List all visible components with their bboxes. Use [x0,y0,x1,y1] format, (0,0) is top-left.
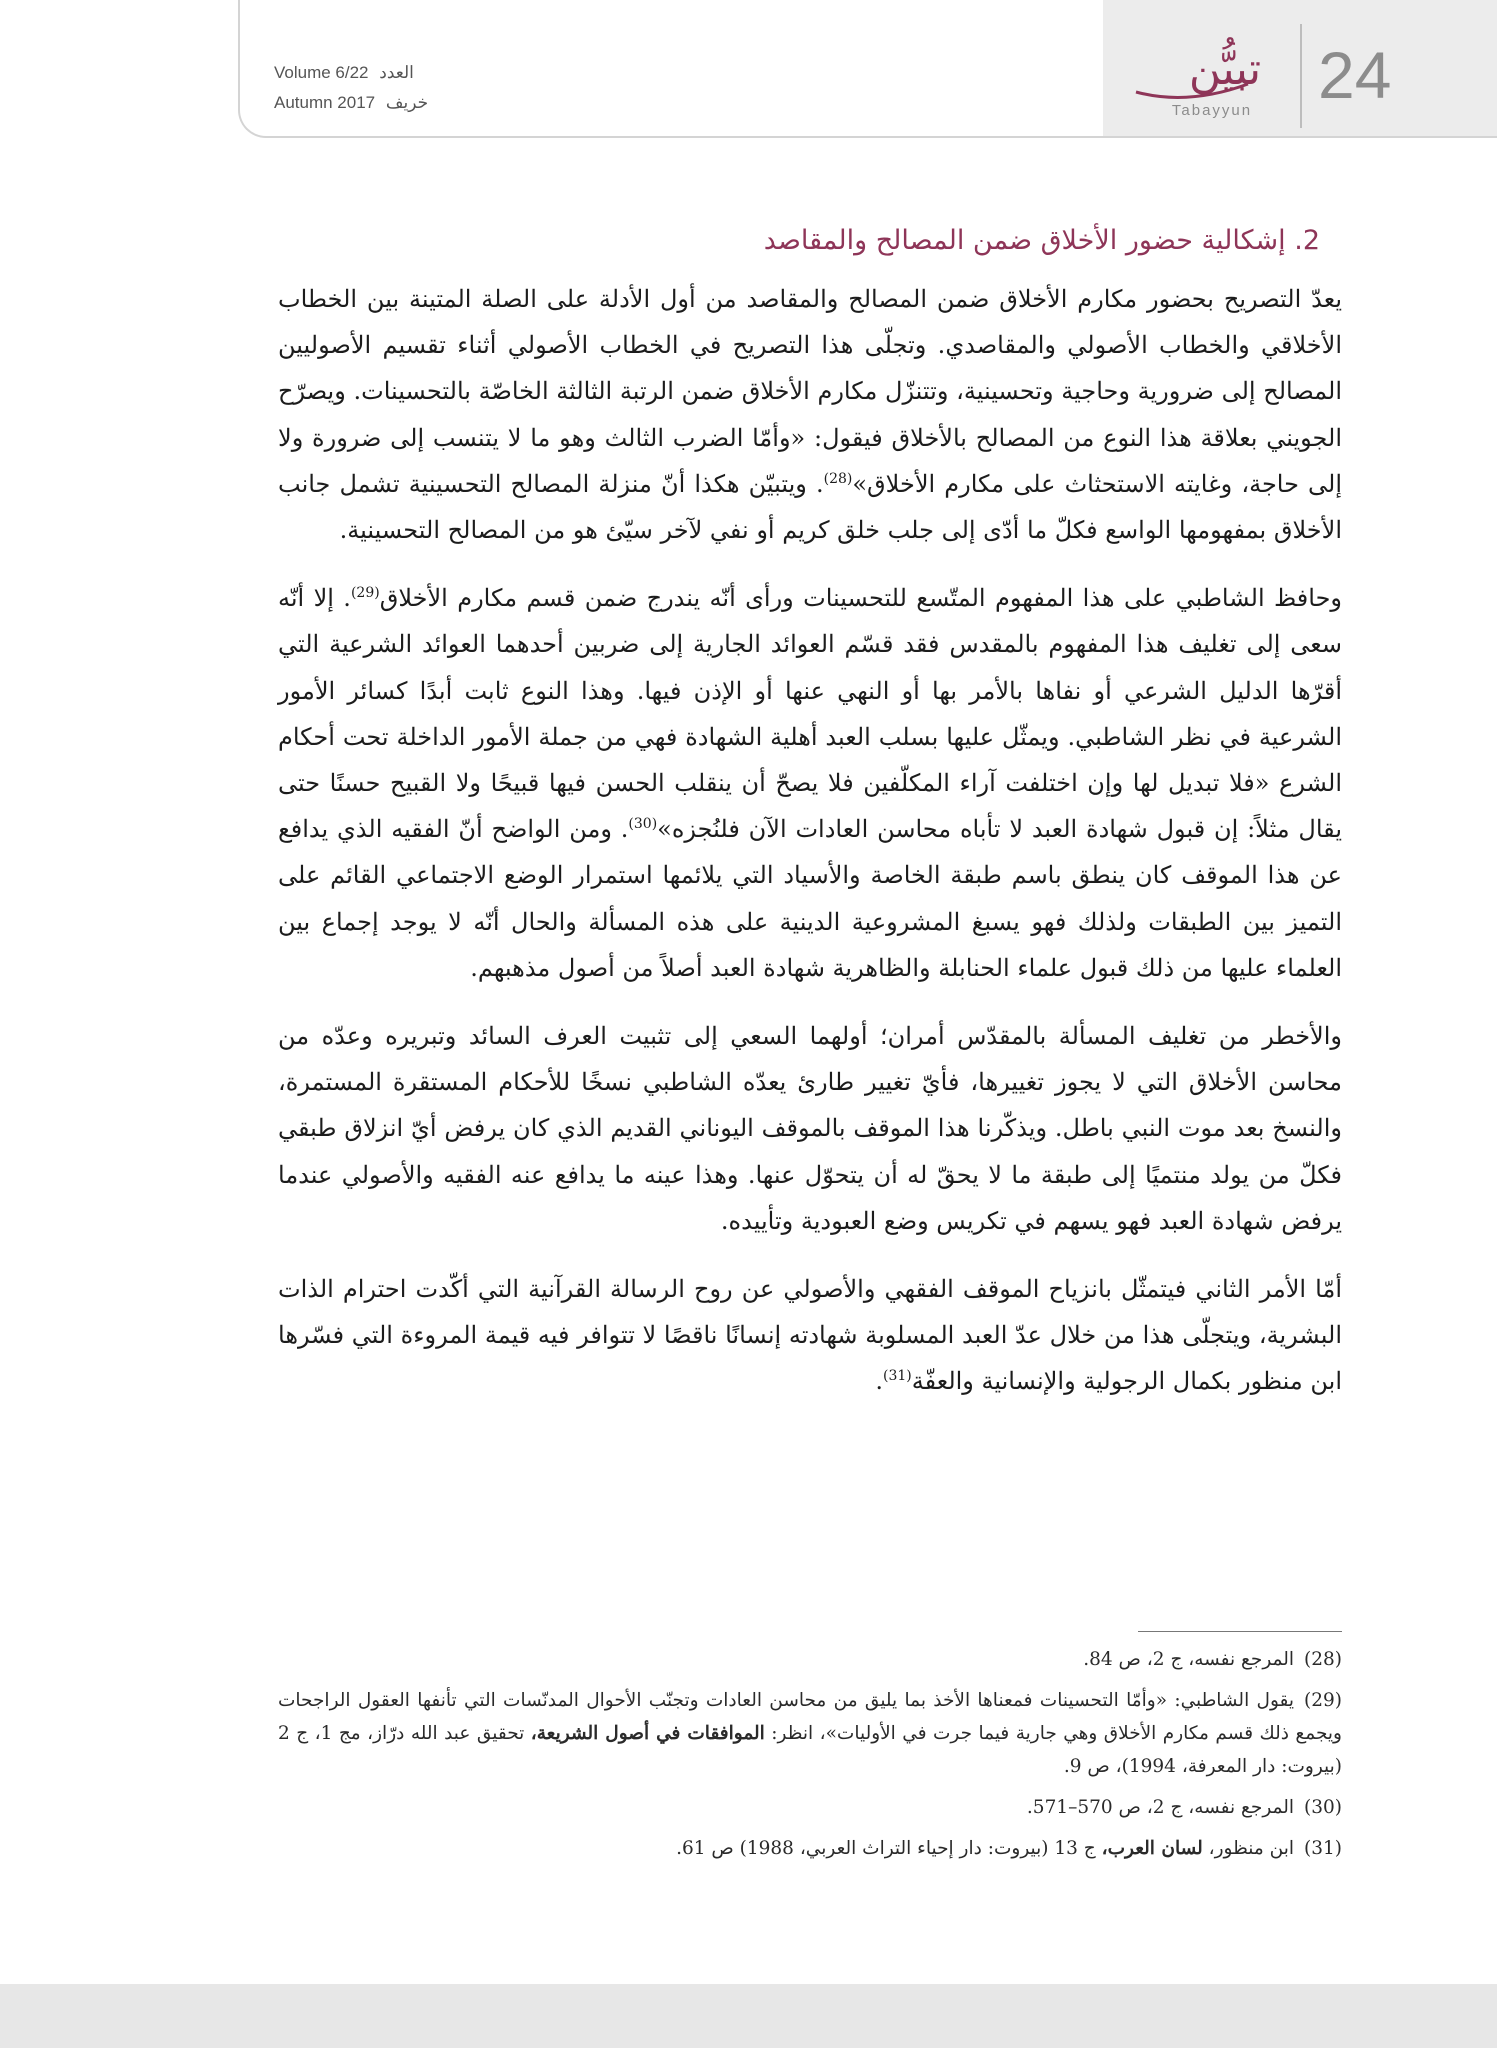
section-title: إشكالية حضور الأخلاق ضمن المصالح والمقاصد [763,225,1286,256]
paragraph-text: . إلا أنّه سعى إلى تغليف هذا المفهوم بالمقدس فقد قسّم العوائد الجارية إلى ضربين أحدهما العوائد الشرعية التي أقرّها الدليل الشرعي أو نفاها بالأمر بها أو النهي عنها أو الإذن فيها. وهذا النوع ثابت أبدًا كسائر الأمور الشرعية في نظر الشاطبي. ويمثّل عليها بسلب العبد أهلية الشهادة فهي من جملة الأمور الداخلة تحت أحكام الشرع «فلا تبديل لها وإن اختلفت آراء المكلّفين فلا يصحّ أن ينقلب الحسن فيها قبيحًا ولا القبيح حسنًا حتى يقال مثلاً: إن قبول شهادة العبد لا تأباه محاسن العادات الآن فلنُجزه» [278,584,1342,844]
footnote-ref[interactable]: (30) [628,816,658,833]
paragraph [278,276,1342,553]
paragraph [278,1013,1342,1244]
logo-arabic-word: تبيُّن [1188,44,1262,95]
paragraph-text: . ومن الواضح أنّ الفقيه الذي يدافع عن هذا الموقف كان ينطق باسم طبقة الخاصة والأسياد التي يلائمها استمرار الوضع الاجتماعي القائم على التميز بين الطبقات ولذلك فهو يسبغ المشروعية الدينية على هذه المسألة والحال أنّه لا يوجد إجماع بين العلماء عليها من ذلك قبول علماء الحنابلة والظاهرية شهادة العبد أصلاً من أصول مذهبهم. [278,815,1342,982]
footnote-text: يقول الشاطبي: «وأمّا التحسينات فمعناها الأخذ بما يليق من محاسن العادات وتجنّب الأحوال المدنّسات التي تأنفها العقول الراجحات ويجمع ذلك قسم مكارم الأخلاق وهي جارية فيما جرت في الأوليات»، انظر: [278,1690,1342,1744]
section-number: 2. [1294,225,1320,256]
footnote-31 [278,1832,1342,1865]
paragraph [278,575,1342,991]
footnote-ref[interactable]: (31) [882,1368,912,1385]
footnote-30 [278,1791,1342,1824]
season-label-ar: خريف [385,93,429,112]
footnotes [278,1643,1342,1873]
paragraph-text: وحافظ الشاطبي على هذا المفهوم المتّسع للتحسينات ورأى أنّه يندرج ضمن قسم مكارم الأخلاق [379,584,1342,613]
volume-label-ar: العدد [379,63,414,82]
footnote-ref[interactable]: (28) [823,470,853,487]
volume-label: Volume 6/22 [274,63,369,82]
journal-logo [1128,40,1296,126]
footnote-text: تحقيق عبد الله درّاز، مج 1، ج 2 (بيروت: دار المعرفة، 1994)، ص 9. [278,1723,1342,1777]
header-divider [1300,24,1302,128]
page-number: 24 [1318,38,1392,112]
paragraph-text: . ويتبيّن هكذا أنّ منزلة المصالح التحسينية تشمل جانب الأخلاق بمفهومها الواسع فكلّ ما أدّى إلى جلب خلق كريم أو نفي لآخر سيّئ هو من المصالح التحسينية. [278,469,1342,545]
footnote-number: (28) [1304,1649,1342,1670]
footnote-divider [1138,1631,1342,1632]
footnote-number: (30) [1304,1797,1342,1818]
footnote-book-title: الموافقات في أصول الشريعة، [530,1723,765,1744]
footnote-29 [278,1684,1342,1783]
footnote-text: ابن منظور، [1208,1838,1295,1859]
section-heading [672,215,1320,267]
footnote-ref[interactable]: (29) [350,585,380,602]
paragraph-text: والأخطر من تغليف المسألة بالمقدّس أمران؛ أولهما السعي إلى تثبيت العرف السائد وتبريره وعدّه من محاسن الأخلاق التي لا يجوز تغييرها، فأيّ تغيير طارئ يعدّه الشاطبي نسخًا للأحكام المستقرة المستمرة، والنسخ بعد موت النبي باطل. ويذكّرنا هذا الموقف بالموقف اليوناني القديم الذي كان يرفض أيّ انزلاق طبقي فكلّ من يولد منتميًا إلى طبقة ما لا يحقّ له أن يتحوّل عنها. وهذا عينه ما يدافع عنه الفقيه والأصولي عندما يرفض شهادة العبد فهو يسهم في تكريس وضع العبودية وتأييده. [278,1022,1342,1235]
paragraph-text: يعدّ التصريح بحضور مكارم الأخلاق ضمن المصالح والمقاصد من أول الأدلة على الصلة المتينة بين الخطاب الأخلاقي والخطاب الأصولي والمقاصدي. وتجلّى هذا التصريح في الخطاب الأصولي أثناء تقسيم الأصوليين المصالح إلى ضرورية وحاجية وتحسينية، وتتنزّل مكارم الأخلاق ضمن الرتبة الثالثة الخاصّة بالتحسينات. ويصرّح الجويني بعلاقة هذا النوع من المصالح بالأخلاق فيقول: «وأمّا الضرب الثالث وهو ما لا يتنسب إلى ضرورة ولا إلى حاجة، وغايته الاستحثاث على مكارم الأخلاق» [278,285,1343,498]
footnote-book-title: لسان العرب، [1101,1838,1203,1859]
footnote-number: (29) [1304,1690,1342,1711]
footnote-text: ج 13 (بيروت: دار إحياء التراث العربي، 1988) ص 61. [676,1838,1096,1859]
paragraph [278,1266,1342,1405]
paragraph-text: أمّا الأمر الثاني فيتمثّل بانزياح الموقف الفقهي والأصولي عن روح الرسالة القرآنية التي أكّدت احترام الذات البشرية، ويتجلّى هذا من خلال عدّ العبد المسلوبة شهادته إنسانًا ناقصًا لا تتوافر فيه قيمة المروءة التي فسّرها ابن منظور بكمال الرجولية والإنسانية والعفّة [278,1275,1343,1396]
paragraph-text: . [875,1367,883,1396]
season-label: Autumn 2017 [274,93,376,112]
article-body [278,276,1342,1427]
issue-info [274,58,474,118]
bottom-band [0,1984,1497,2048]
footnote-text: المرجع نفسه، ج 2، ص 84. [1083,1649,1295,1670]
footnote-number: (31) [1304,1838,1342,1859]
footnote-28 [278,1643,1342,1676]
logo-latin-word: Tabayyun [1171,102,1253,119]
footnote-text: المرجع نفسه، ج 2، ص 570–571. [1026,1797,1295,1818]
